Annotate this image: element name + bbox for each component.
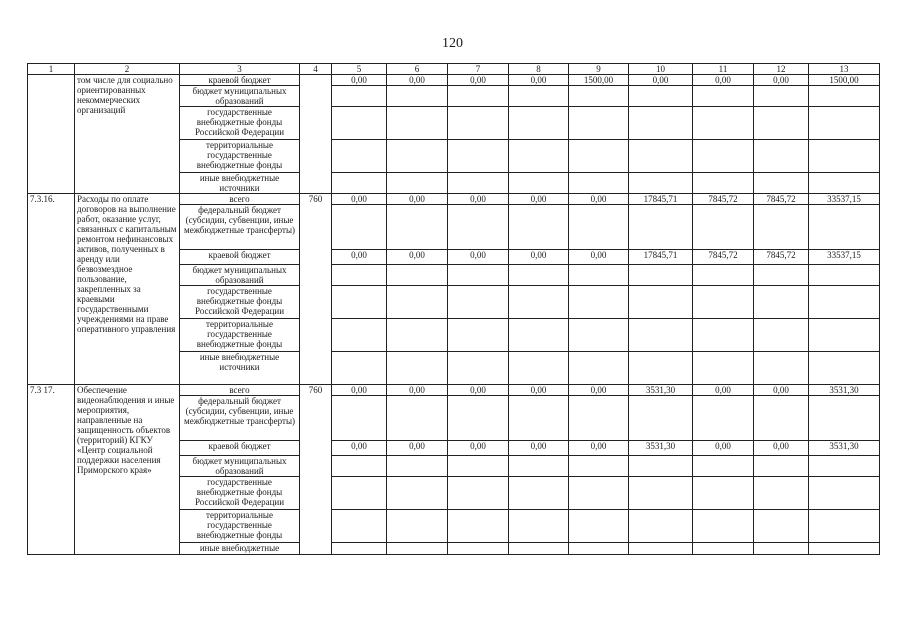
value-cell xyxy=(569,286,629,319)
funding-source: бюджет муниципальных образований xyxy=(180,456,300,477)
value-cell xyxy=(809,140,880,173)
row-name: том числе для социально ориентированных некоммерческих организаций xyxy=(75,75,180,194)
value-cell xyxy=(332,456,387,477)
value-cell xyxy=(809,86,880,107)
value-cell xyxy=(754,396,809,441)
value-cell xyxy=(332,352,387,385)
value-cell: 0,00 xyxy=(448,75,509,86)
value-cell xyxy=(448,286,509,319)
column-header: 13 xyxy=(809,64,880,75)
value-cell: 0,00 xyxy=(448,194,509,205)
value-cell: 33537,15 xyxy=(809,194,880,205)
value-cell xyxy=(387,319,448,352)
table-row xyxy=(28,385,880,396)
value-cell xyxy=(332,107,387,140)
value-cell: 0,00 xyxy=(332,75,387,86)
value-cell xyxy=(509,477,569,510)
value-cell xyxy=(693,396,754,441)
value-cell xyxy=(809,477,880,510)
value-cell: 0,00 xyxy=(448,385,509,396)
value-cell: 0,00 xyxy=(509,194,569,205)
value-cell xyxy=(448,352,509,385)
value-cell xyxy=(569,477,629,510)
value-cell xyxy=(693,107,754,140)
value-cell xyxy=(693,286,754,319)
value-cell xyxy=(693,352,754,385)
value-cell xyxy=(754,107,809,140)
value-cell xyxy=(809,107,880,140)
column-header: 2 xyxy=(75,64,180,75)
value-cell xyxy=(629,319,693,352)
funding-source: федеральный бюджет (субсидии, субвенции, иные межбюджетные трансферты) xyxy=(180,396,300,441)
table-row xyxy=(28,194,880,205)
value-cell xyxy=(509,319,569,352)
row-code: 760 xyxy=(300,385,332,555)
value-cell xyxy=(387,173,448,194)
value-cell xyxy=(332,543,387,555)
value-cell xyxy=(387,286,448,319)
value-cell xyxy=(448,86,509,107)
value-cell xyxy=(809,173,880,194)
table-row xyxy=(28,75,880,86)
value-cell xyxy=(509,396,569,441)
funding-source: территориальные государственные внебюджетные фонды xyxy=(180,510,300,543)
row-name: Обеспечение видеонаблюдения и иные мероприятия, направленные на защищенность объектов (территорий) КГКУ «Центр социальной поддержки населения Приморского края» xyxy=(75,385,180,555)
column-header: 6 xyxy=(387,64,448,75)
value-cell: 7845,72 xyxy=(693,194,754,205)
funding-source: всего xyxy=(180,385,300,396)
value-cell xyxy=(569,510,629,543)
value-cell xyxy=(509,140,569,173)
value-cell: 3531,30 xyxy=(629,441,693,456)
value-cell xyxy=(332,396,387,441)
value-cell xyxy=(754,456,809,477)
value-cell xyxy=(693,456,754,477)
funding-source: краевой бюджет xyxy=(180,250,300,265)
value-cell: 0,00 xyxy=(693,385,754,396)
row-name: Расходы по оплате договоров на выполнение работ, оказание услуг, связанных с капитальным ремонтом нефинансовых активов, полученных в аренду или безвозмездное пользование, закрепленных за краевыми государственными учреждениями на праве оперативного управления xyxy=(75,194,180,385)
value-cell xyxy=(332,205,387,250)
page-number: 120 xyxy=(442,36,463,51)
value-cell: 17845,71 xyxy=(629,250,693,265)
value-cell xyxy=(569,319,629,352)
column-header: 5 xyxy=(332,64,387,75)
column-header: 3 xyxy=(180,64,300,75)
value-cell xyxy=(387,396,448,441)
value-cell xyxy=(754,352,809,385)
funding-source: государственные внебюджетные фонды Российской Федерации xyxy=(180,107,300,140)
value-cell xyxy=(629,352,693,385)
value-cell xyxy=(509,286,569,319)
value-cell xyxy=(629,456,693,477)
value-cell: 0,00 xyxy=(569,385,629,396)
value-cell xyxy=(754,319,809,352)
value-cell xyxy=(809,456,880,477)
value-cell: 0,00 xyxy=(387,250,448,265)
value-cell xyxy=(448,319,509,352)
value-cell xyxy=(509,456,569,477)
value-cell xyxy=(509,205,569,250)
value-cell xyxy=(629,396,693,441)
value-cell xyxy=(569,205,629,250)
value-cell xyxy=(448,107,509,140)
value-cell: 0,00 xyxy=(448,250,509,265)
value-cell xyxy=(629,477,693,510)
value-cell xyxy=(754,477,809,510)
funding-source: территориальные государственные внебюджетные фонды xyxy=(180,140,300,173)
value-cell xyxy=(629,107,693,140)
value-cell xyxy=(448,477,509,510)
value-cell xyxy=(332,319,387,352)
value-cell xyxy=(332,140,387,173)
funding-source: бюджет муниципальных образований xyxy=(180,265,300,286)
value-cell xyxy=(809,265,880,286)
value-cell: 0,00 xyxy=(693,441,754,456)
funding-source: иные внебюджетные источники xyxy=(180,173,300,194)
column-header: 9 xyxy=(569,64,629,75)
value-cell xyxy=(569,396,629,441)
value-cell: 0,00 xyxy=(509,250,569,265)
funding-source: всего xyxy=(180,194,300,205)
value-cell: 0,00 xyxy=(509,75,569,86)
value-cell xyxy=(509,352,569,385)
value-cell: 0,00 xyxy=(754,385,809,396)
value-cell xyxy=(809,205,880,250)
value-cell xyxy=(754,510,809,543)
column-header: 10 xyxy=(629,64,693,75)
row-code xyxy=(300,75,332,194)
funding-source: бюджет муниципальных образований xyxy=(180,86,300,107)
value-cell xyxy=(332,86,387,107)
value-cell: 0,00 xyxy=(332,441,387,456)
value-cell xyxy=(693,265,754,286)
value-cell: 1500,00 xyxy=(569,75,629,86)
value-cell xyxy=(629,205,693,250)
value-cell: 17845,71 xyxy=(629,194,693,205)
value-cell xyxy=(629,286,693,319)
value-cell: 0,00 xyxy=(569,194,629,205)
header-row xyxy=(28,64,880,75)
value-cell xyxy=(809,510,880,543)
value-cell xyxy=(693,477,754,510)
column-header: 11 xyxy=(693,64,754,75)
column-header: 8 xyxy=(509,64,569,75)
value-cell xyxy=(509,173,569,194)
row-number: 7.3 17. xyxy=(28,385,75,555)
value-cell xyxy=(387,477,448,510)
value-cell xyxy=(569,173,629,194)
value-cell: 0,00 xyxy=(754,75,809,86)
value-cell xyxy=(693,140,754,173)
value-cell xyxy=(569,543,629,555)
value-cell: 0,00 xyxy=(387,75,448,86)
row-code: 760 xyxy=(300,194,332,385)
value-cell xyxy=(448,205,509,250)
value-cell xyxy=(509,86,569,107)
funding-source: федеральный бюджет (субсидии, субвенции, иные межбюджетные трансферты) xyxy=(180,205,300,250)
value-cell xyxy=(509,543,569,555)
value-cell xyxy=(332,286,387,319)
value-cell: 0,00 xyxy=(332,194,387,205)
row-number: 7.3.16. xyxy=(28,194,75,385)
value-cell xyxy=(448,510,509,543)
value-cell xyxy=(448,265,509,286)
value-cell: 0,00 xyxy=(629,75,693,86)
value-cell xyxy=(387,456,448,477)
value-cell xyxy=(693,510,754,543)
value-cell xyxy=(509,107,569,140)
value-cell xyxy=(332,477,387,510)
value-cell xyxy=(387,86,448,107)
value-cell xyxy=(387,205,448,250)
value-cell xyxy=(754,86,809,107)
value-cell xyxy=(809,396,880,441)
value-cell xyxy=(448,396,509,441)
value-cell xyxy=(448,456,509,477)
value-cell: 3531,30 xyxy=(629,385,693,396)
value-cell: 3531,30 xyxy=(809,385,880,396)
value-cell: 0,00 xyxy=(754,441,809,456)
budget-table xyxy=(27,63,880,555)
funding-source: краевой бюджет xyxy=(180,441,300,456)
value-cell: 0,00 xyxy=(387,385,448,396)
value-cell xyxy=(754,205,809,250)
value-cell xyxy=(629,265,693,286)
funding-source: иные внебюджетные источники xyxy=(180,352,300,385)
value-cell xyxy=(509,510,569,543)
table-body xyxy=(28,64,880,555)
value-cell xyxy=(332,510,387,543)
value-cell xyxy=(629,140,693,173)
value-cell xyxy=(754,286,809,319)
column-header: 7 xyxy=(448,64,509,75)
value-cell: 0,00 xyxy=(387,194,448,205)
value-cell: 0,00 xyxy=(509,385,569,396)
value-cell xyxy=(809,286,880,319)
funding-source: иные внебюджетные xyxy=(180,543,300,555)
value-cell: 0,00 xyxy=(693,75,754,86)
value-cell xyxy=(569,107,629,140)
value-cell: 0,00 xyxy=(448,441,509,456)
value-cell xyxy=(809,319,880,352)
value-cell xyxy=(629,86,693,107)
value-cell: 1500,00 xyxy=(809,75,880,86)
value-cell: 33537,15 xyxy=(809,250,880,265)
value-cell xyxy=(809,543,880,555)
value-cell xyxy=(448,140,509,173)
value-cell xyxy=(693,205,754,250)
value-cell xyxy=(809,352,880,385)
value-cell: 7845,72 xyxy=(754,250,809,265)
column-header: 4 xyxy=(300,64,332,75)
value-cell xyxy=(693,173,754,194)
column-header: 1 xyxy=(28,64,75,75)
value-cell: 0,00 xyxy=(332,385,387,396)
value-cell xyxy=(387,543,448,555)
row-number xyxy=(28,75,75,194)
value-cell xyxy=(448,543,509,555)
funding-source: государственные внебюджетные фонды Российской Федерации xyxy=(180,477,300,510)
value-cell xyxy=(754,173,809,194)
funding-source: государственные внебюджетные фонды Российской Федерации xyxy=(180,286,300,319)
value-cell xyxy=(569,456,629,477)
value-cell xyxy=(332,265,387,286)
value-cell xyxy=(569,140,629,173)
value-cell xyxy=(387,140,448,173)
value-cell xyxy=(332,173,387,194)
value-cell xyxy=(693,543,754,555)
value-cell xyxy=(754,265,809,286)
value-cell xyxy=(569,265,629,286)
value-cell: 0,00 xyxy=(332,250,387,265)
value-cell xyxy=(569,352,629,385)
value-cell xyxy=(387,107,448,140)
value-cell xyxy=(387,352,448,385)
value-cell: 0,00 xyxy=(387,441,448,456)
value-cell: 3531,30 xyxy=(809,441,880,456)
value-cell xyxy=(387,510,448,543)
value-cell: 0,00 xyxy=(509,441,569,456)
funding-source: краевой бюджет xyxy=(180,75,300,86)
value-cell: 7845,72 xyxy=(693,250,754,265)
value-cell: 7845,72 xyxy=(754,194,809,205)
value-cell xyxy=(693,86,754,107)
value-cell xyxy=(754,140,809,173)
column-header: 12 xyxy=(754,64,809,75)
value-cell xyxy=(629,510,693,543)
value-cell xyxy=(387,265,448,286)
value-cell xyxy=(509,265,569,286)
value-cell xyxy=(693,319,754,352)
value-cell: 0,00 xyxy=(569,250,629,265)
value-cell xyxy=(569,86,629,107)
value-cell: 0,00 xyxy=(569,441,629,456)
value-cell xyxy=(629,173,693,194)
value-cell xyxy=(629,543,693,555)
funding-source: территориальные государственные внебюджетные фонды xyxy=(180,319,300,352)
value-cell xyxy=(448,173,509,194)
value-cell xyxy=(754,543,809,555)
